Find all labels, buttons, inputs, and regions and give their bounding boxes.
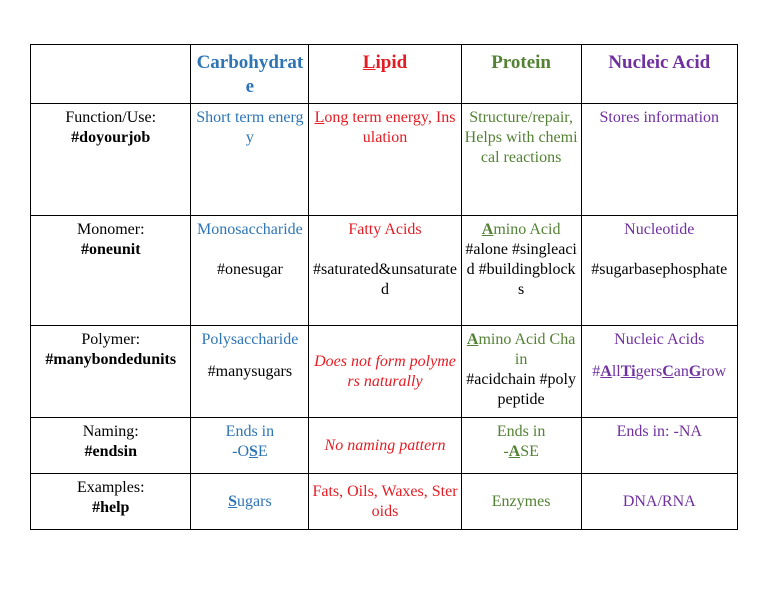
polymer-protein-initial: A (466, 331, 479, 348)
monomer-label-cell (31, 216, 191, 326)
spacer (194, 350, 305, 362)
function-row (31, 104, 738, 216)
naming-protein-suffix: -ASE (503, 443, 539, 460)
header-row (31, 45, 738, 104)
function-carbohydrate: Short term energy (191, 104, 309, 216)
polymer-protein-tags: #acidchain #polypeptide (466, 371, 576, 408)
naming-carbohydrate-suffix: -OSE (232, 443, 268, 460)
polymer-label: Polymer: (81, 331, 141, 348)
naming-tag: #endsin (84, 443, 137, 460)
spacer (585, 350, 734, 362)
examples-nucleic-acid: DNA/RNA (581, 474, 737, 530)
monomer-protein-tags: #alone #singleacid #buildingblocks (465, 241, 577, 298)
examples-carbohydrate-initial: S (228, 492, 238, 510)
monomer-tag: #oneunit (80, 241, 141, 258)
naming-carbohydrate-cell (191, 418, 309, 474)
examples-row (31, 474, 738, 530)
examples-protein: Enzymes (461, 474, 581, 530)
naming-protein-line1: Ends in (496, 423, 546, 440)
monomer-protein-initial: A (481, 221, 494, 238)
naming-label-cell (31, 418, 191, 474)
function-lipid-rest: ong term energy, Insulation (324, 109, 456, 146)
header-carbohydrate: Carbohydrate (191, 45, 309, 104)
examples-lipid: Fats, Oils, Waxes, Steroids (309, 474, 461, 530)
header-blank (31, 45, 191, 104)
monomer-lipid-tag: #saturated&unsaturated (313, 261, 457, 298)
polymer-nucleic-cell (581, 326, 737, 418)
lipid-rest: ipid (375, 52, 408, 73)
polymer-nucleic-acid: Nucleic Acids (614, 331, 705, 348)
monomer-lipid: Fatty Acids (348, 221, 422, 238)
monomer-carbohydrate: Monosaccharide (197, 221, 303, 238)
function-nucleic-acid: Stores information (581, 104, 737, 216)
polymer-protein: mino Acid Chain (478, 331, 576, 368)
polymer-label-cell (31, 326, 191, 418)
header-nucleic-acid: Nucleic Acid (581, 45, 737, 104)
examples-label-cell (31, 474, 191, 530)
monomer-nucleic-cell (581, 216, 737, 326)
examples-carbohydrate (191, 474, 309, 530)
function-protein: Structure/repair, Helps with chemical reactions (461, 104, 581, 216)
polymer-tag: #manybondedunits (45, 351, 177, 368)
polymer-carbohydrate-tag: #manysugars (207, 363, 293, 380)
monomer-nucleic-acid: Nucleotide (624, 221, 695, 238)
monomer-carbohydrate-tag: #onesugar (217, 261, 283, 278)
function-tag: #doyourjob (71, 129, 151, 146)
monomer-carbohydrate-cell (191, 216, 309, 326)
function-lipid (309, 104, 461, 216)
function-lipid-initial: L (314, 109, 325, 126)
monomer-protein: mino Acid (493, 221, 561, 238)
macromolecule-table (30, 44, 738, 530)
monomer-lipid-cell (309, 216, 461, 326)
naming-carbohydrate-line1: Ends in (225, 423, 275, 440)
polymer-protein-cell (461, 326, 581, 418)
function-label: Function/Use: (65, 109, 157, 126)
naming-protein-cell (461, 418, 581, 474)
naming-nucleic-acid: Ends in: -NA (581, 418, 737, 474)
spacer (194, 240, 305, 260)
naming-label: Naming: (82, 423, 139, 440)
monomer-row (31, 216, 738, 326)
examples-tag: #help (92, 499, 130, 516)
monomer-label: Monomer: (76, 221, 145, 238)
naming-row (31, 418, 738, 474)
spacer (312, 240, 457, 260)
examples-carbohydrate-rest: ugars (237, 492, 272, 510)
polymer-carbohydrate: Polysaccharide (201, 331, 299, 348)
monomer-nucleic-tag: #sugarbasephosphate (591, 261, 728, 278)
naming-lipid: No naming pattern (309, 418, 461, 474)
examples-label: Examples: (76, 479, 145, 496)
polymer-nucleic-tag: #AllTigersCanGrow (592, 363, 727, 380)
polymer-row (31, 326, 738, 418)
spacer (585, 240, 734, 260)
header-lipid (309, 45, 461, 104)
polymer-carbohydrate-cell (191, 326, 309, 418)
header-protein: Protein (461, 45, 581, 104)
function-label-cell (31, 104, 191, 216)
monomer-protein-cell (461, 216, 581, 326)
lipid-initial: L (362, 52, 376, 73)
polymer-lipid: Does not form polymers naturally (309, 326, 461, 418)
